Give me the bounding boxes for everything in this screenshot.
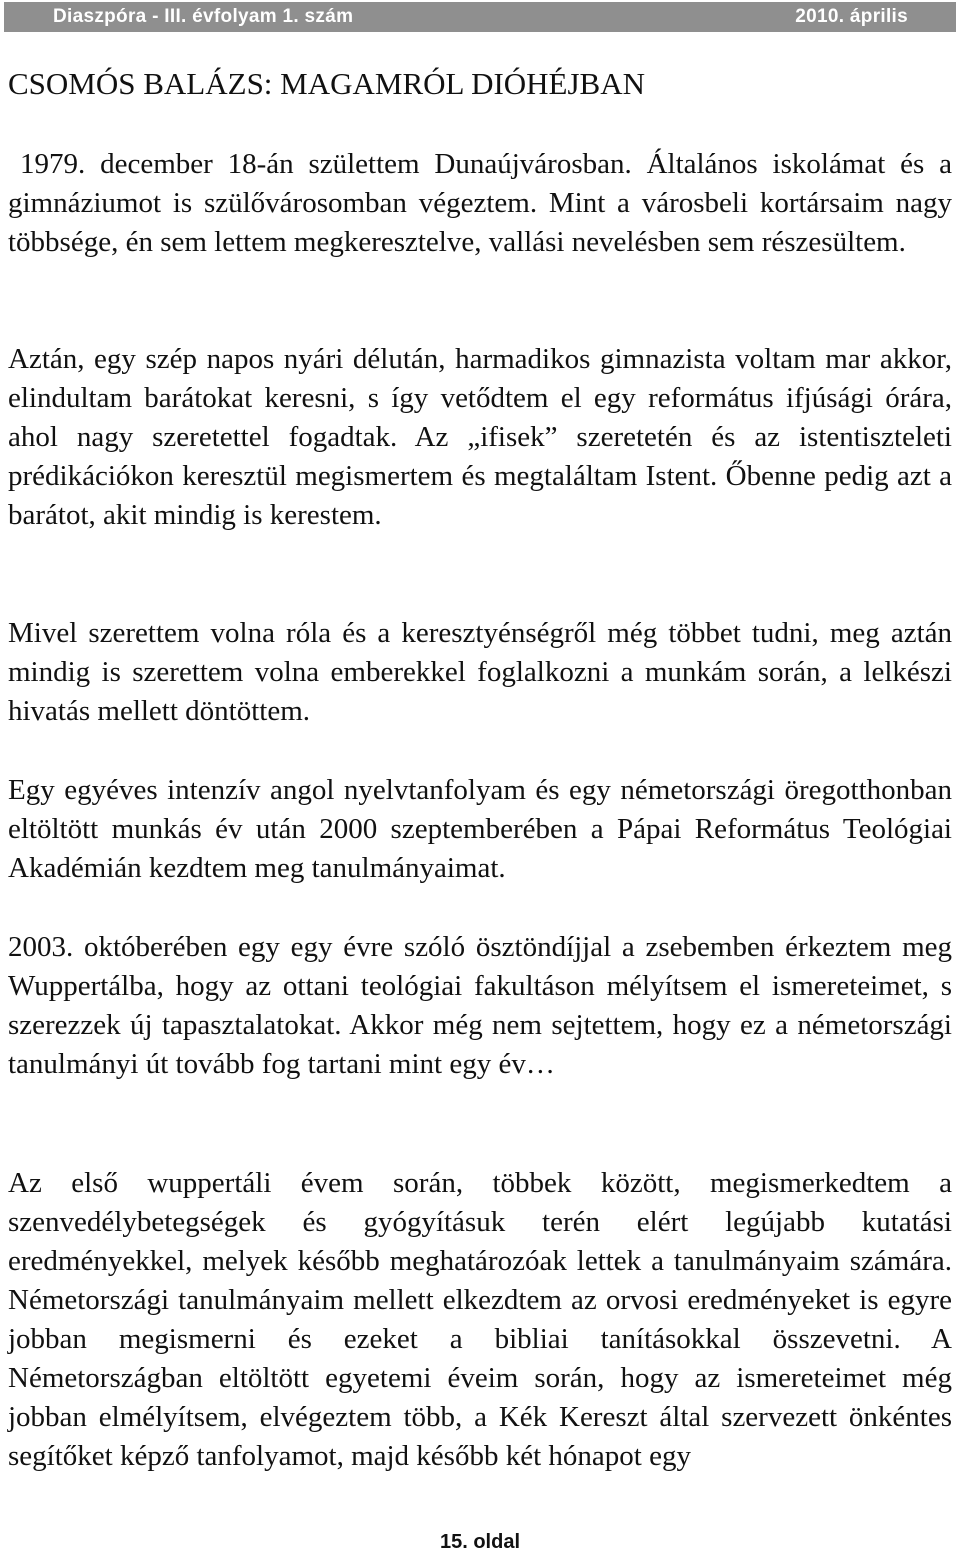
publication-issue: Diaszpóra - III. évfolyam 1. szám xyxy=(53,6,354,27)
running-header xyxy=(4,2,956,32)
paragraph-conversion: Aztán, egy szép napos nyári délután, harmadikos gimnazista voltam mar akkor, elindultam barátokat keresni, s így vetődtem el egy református ifjúsági órára, ahol nagy szeretettel fogadtak. Az „ifisek” szeretetén és az istentiszteleti prédikációkon keresztül megismertem és megtaláltam Istent. Őbenne pedig azt a barátot, akit mindig is kerestem. xyxy=(8,343,952,531)
paragraph-wuppertal: 2003. októberében egy egy évre szóló ösztöndíjjal a zsebemben érkeztem meg Wuppertálba, hogy az ottani teológiai fakultáson mélyítsem el ismereteimet, s szerezzek új tapasztalatokat. Akkor még nem sejtettem, hogy ez a németországi tanulmányi út tovább fog tartani mint egy év… xyxy=(8,931,952,1080)
page-number: 15. oldal xyxy=(439,1531,521,1553)
issue-date: 2010. április xyxy=(795,6,908,27)
article-title: CSOMÓS BALÁZS: MAGAMRÓL DIÓHÉJBAN xyxy=(8,66,645,101)
paragraph-birth: 1979. december 18-án születtem Dunaújvárosban. Általános iskolámat és a gimnáziumot is szülővárosomban végeztem. Mint a városbeli kortársaim nagy többsége, én sem lettem megkeresztelve, vallási nevelésben sem részesültem. xyxy=(8,148,952,258)
paragraph-calling: Mivel szerettem volna róla és a keresztyénségről még többet tudni, meg aztán mindig is szerettem volna emberekkel foglalkozni a munkám során, a lelkészi hivatás mellett döntöttem. xyxy=(8,617,952,727)
paragraph-studies: Egy egyéves intenzív angol nyelvtanfolyam és egy németországi öregotthonban eltöltött munkás év után 2000 szeptemberében a Pápai Református Teológiai Akadémián kezdtem meg tanulmányaimat. xyxy=(8,774,952,884)
paragraph-addiction-studies: Az első wuppertáli évem során, többek között, megismerkedtem a szenvedélybetegségek és gyógyításuk terén elért legújabb kutatási eredményekkel, melyek később meghatározóak lettek a tanulmányaim számára. Németországi tanulmányaim mellett elkezdtem az orvosi eredményeket is egyre jobban megismerni és ezeket a bibliai tanításokkal összevetni. A Németországban eltöltött egyetemi éveim során, hogy az ismereteimet még jobban elmélyítsem, elvégeztem több, a Kék Kereszt által szervezett önkéntes segítőket képző tanfolyamot, majd később két hónapot egy xyxy=(8,1167,952,1472)
